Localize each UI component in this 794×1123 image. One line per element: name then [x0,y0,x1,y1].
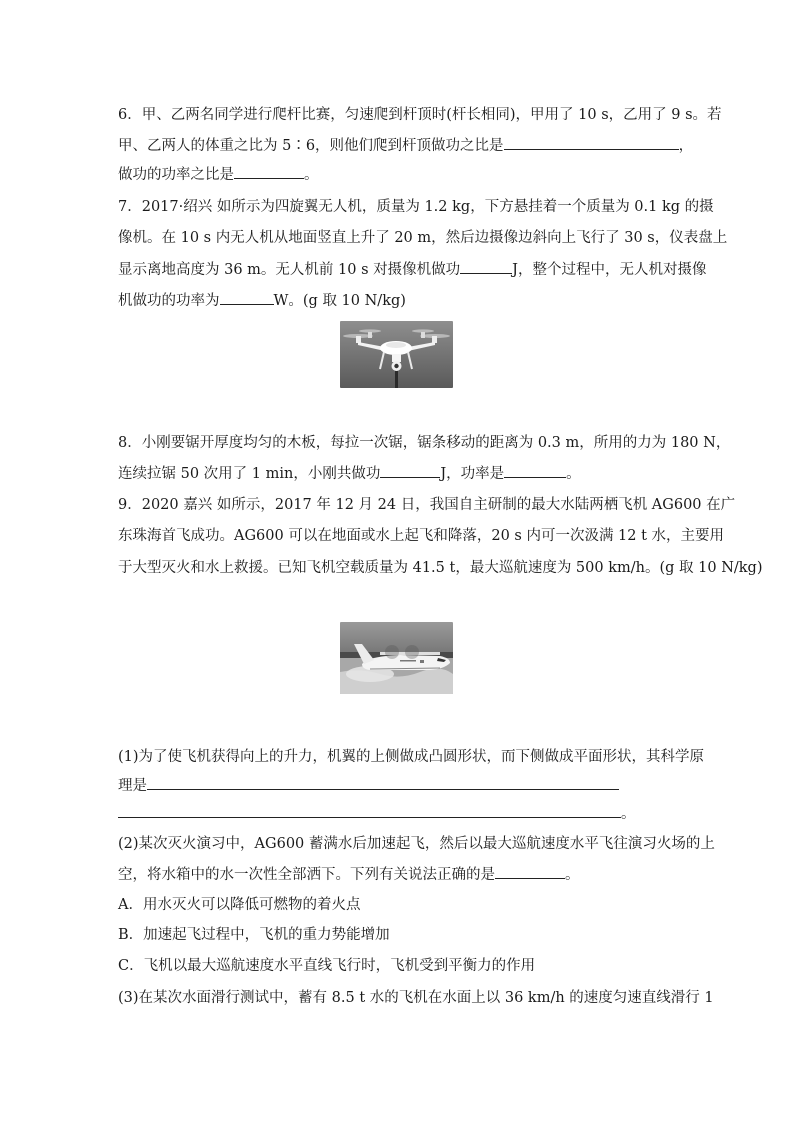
answer-blank[interactable] [504,135,679,150]
answer-blank[interactable] [495,864,565,879]
q9-part2-line-2 [118,864,580,885]
option-b[interactable]: B．加速起飞过程中，飞机的重力势能增加 [118,927,390,943]
q9-text: 空，将水箱中的水一次性全部洒下。下列有关说法正确的是 [118,867,495,883]
answer-blank[interactable] [118,803,621,818]
q9-part1-line-3 [118,803,636,824]
q9-text: 。 [621,806,636,822]
q7-line-3 [118,259,706,280]
q6-text: 。 [304,167,319,183]
q9-line-1: 9．2020 嘉兴 如所示，2017 年 12 月 24 日，我国自主研制的最大水陆两栖飞机 AG600 在广 [118,497,736,513]
answer-blank[interactable] [147,775,619,790]
q8-text: 。 [566,466,581,482]
answer-blank[interactable] [460,259,512,274]
q6-text: 甲、乙两人的体重之比为 5∶6，则他们爬到杆顶做功之比是 [118,138,504,154]
q6-text: 做功的功率之比是 [118,167,234,183]
q8-line-1: 8．小刚要锯开厚度均匀的木板，每拉一次锯，锯条移动的距离为 0.3 m，所用的力为 180 N， [118,435,731,451]
q9-part1-line-2 [118,775,619,796]
q9-line-3: 于大型灭火和水上救援。已知飞机空载质量为 41.5 t，最大巡航速度为 500 km/h。(g 取 10 N/kg) [118,560,763,576]
answer-blank[interactable] [380,463,440,478]
q9-text: 理是 [118,778,147,794]
q7-text: 显示离地高度为 36 m。无人机前 10 s 对摄像机做功 [118,262,461,278]
q7-line-4 [118,290,406,311]
option-c[interactable]: C．飞机以最大巡航速度水平直线飞行时，飞机受到平衡力的作用 [118,958,536,974]
answer-blank[interactable] [504,463,566,478]
drone-figure [340,321,453,388]
q6-text: ， [678,138,694,154]
q7-text: W。(g 取 10 N/kg) [273,293,406,309]
q8-text: J，功率是 [440,466,505,482]
q6-line-3 [118,164,319,185]
q7-text: 机做功的功率为 [118,293,220,309]
answer-blank[interactable] [234,164,304,179]
q8-text: 连续拉锯 50 次用了 1 min，小刚共做功 [118,466,381,482]
q7-line-2: 像机。在 10 s 内无人机从地面竖直上升了 20 m，然后边摄像边斜向上飞行了 30 s，仪表盘上 [118,230,728,246]
seaplane-figure [340,622,453,694]
q9-part2-line-1: (2)某次灭火演习中，AG600 蓄满水后加速起飞，然后以最大巡航速度水平飞往演习火场的上 [118,836,715,852]
q9-part1-line-1: (1)为了使飞机获得向上的升力，机翼的上侧做成凸圆形状，而下侧做成平面形状，其科学原 [118,749,705,765]
option-a[interactable]: A．用水灭火可以降低可燃物的着火点 [118,897,361,913]
q7-text: J，整个过程中，无人机对摄像 [512,262,707,278]
q8-line-2 [118,463,581,484]
q9-part3-line-1: (3)在某次水面滑行测试中，蓄有 8.5 t 水的飞机在水面上以 36 km/h 的速度匀速直线滑行 1 [118,990,714,1006]
answer-blank[interactable] [220,290,274,305]
q9-text: 。 [565,867,580,883]
q7-line-1: 7．2017·绍兴 如所示为四旋翼无人机，质量为 1.2 kg，下方悬挂着一个质量为 0.1 kg 的摄 [118,199,714,215]
q9-line-2: 东珠海首飞成功。AG600 可以在地面或水上起飞和降落，20 s 内可一次汲满 12 t 水，主要用 [118,528,725,544]
q6-line-1: 6．甲、乙两名同学进行爬杆比赛，匀速爬到杆顶时(杆长相同)，甲用了 10 s，乙用了 9 s。若 [118,107,722,123]
q6-line-2 [118,135,693,156]
